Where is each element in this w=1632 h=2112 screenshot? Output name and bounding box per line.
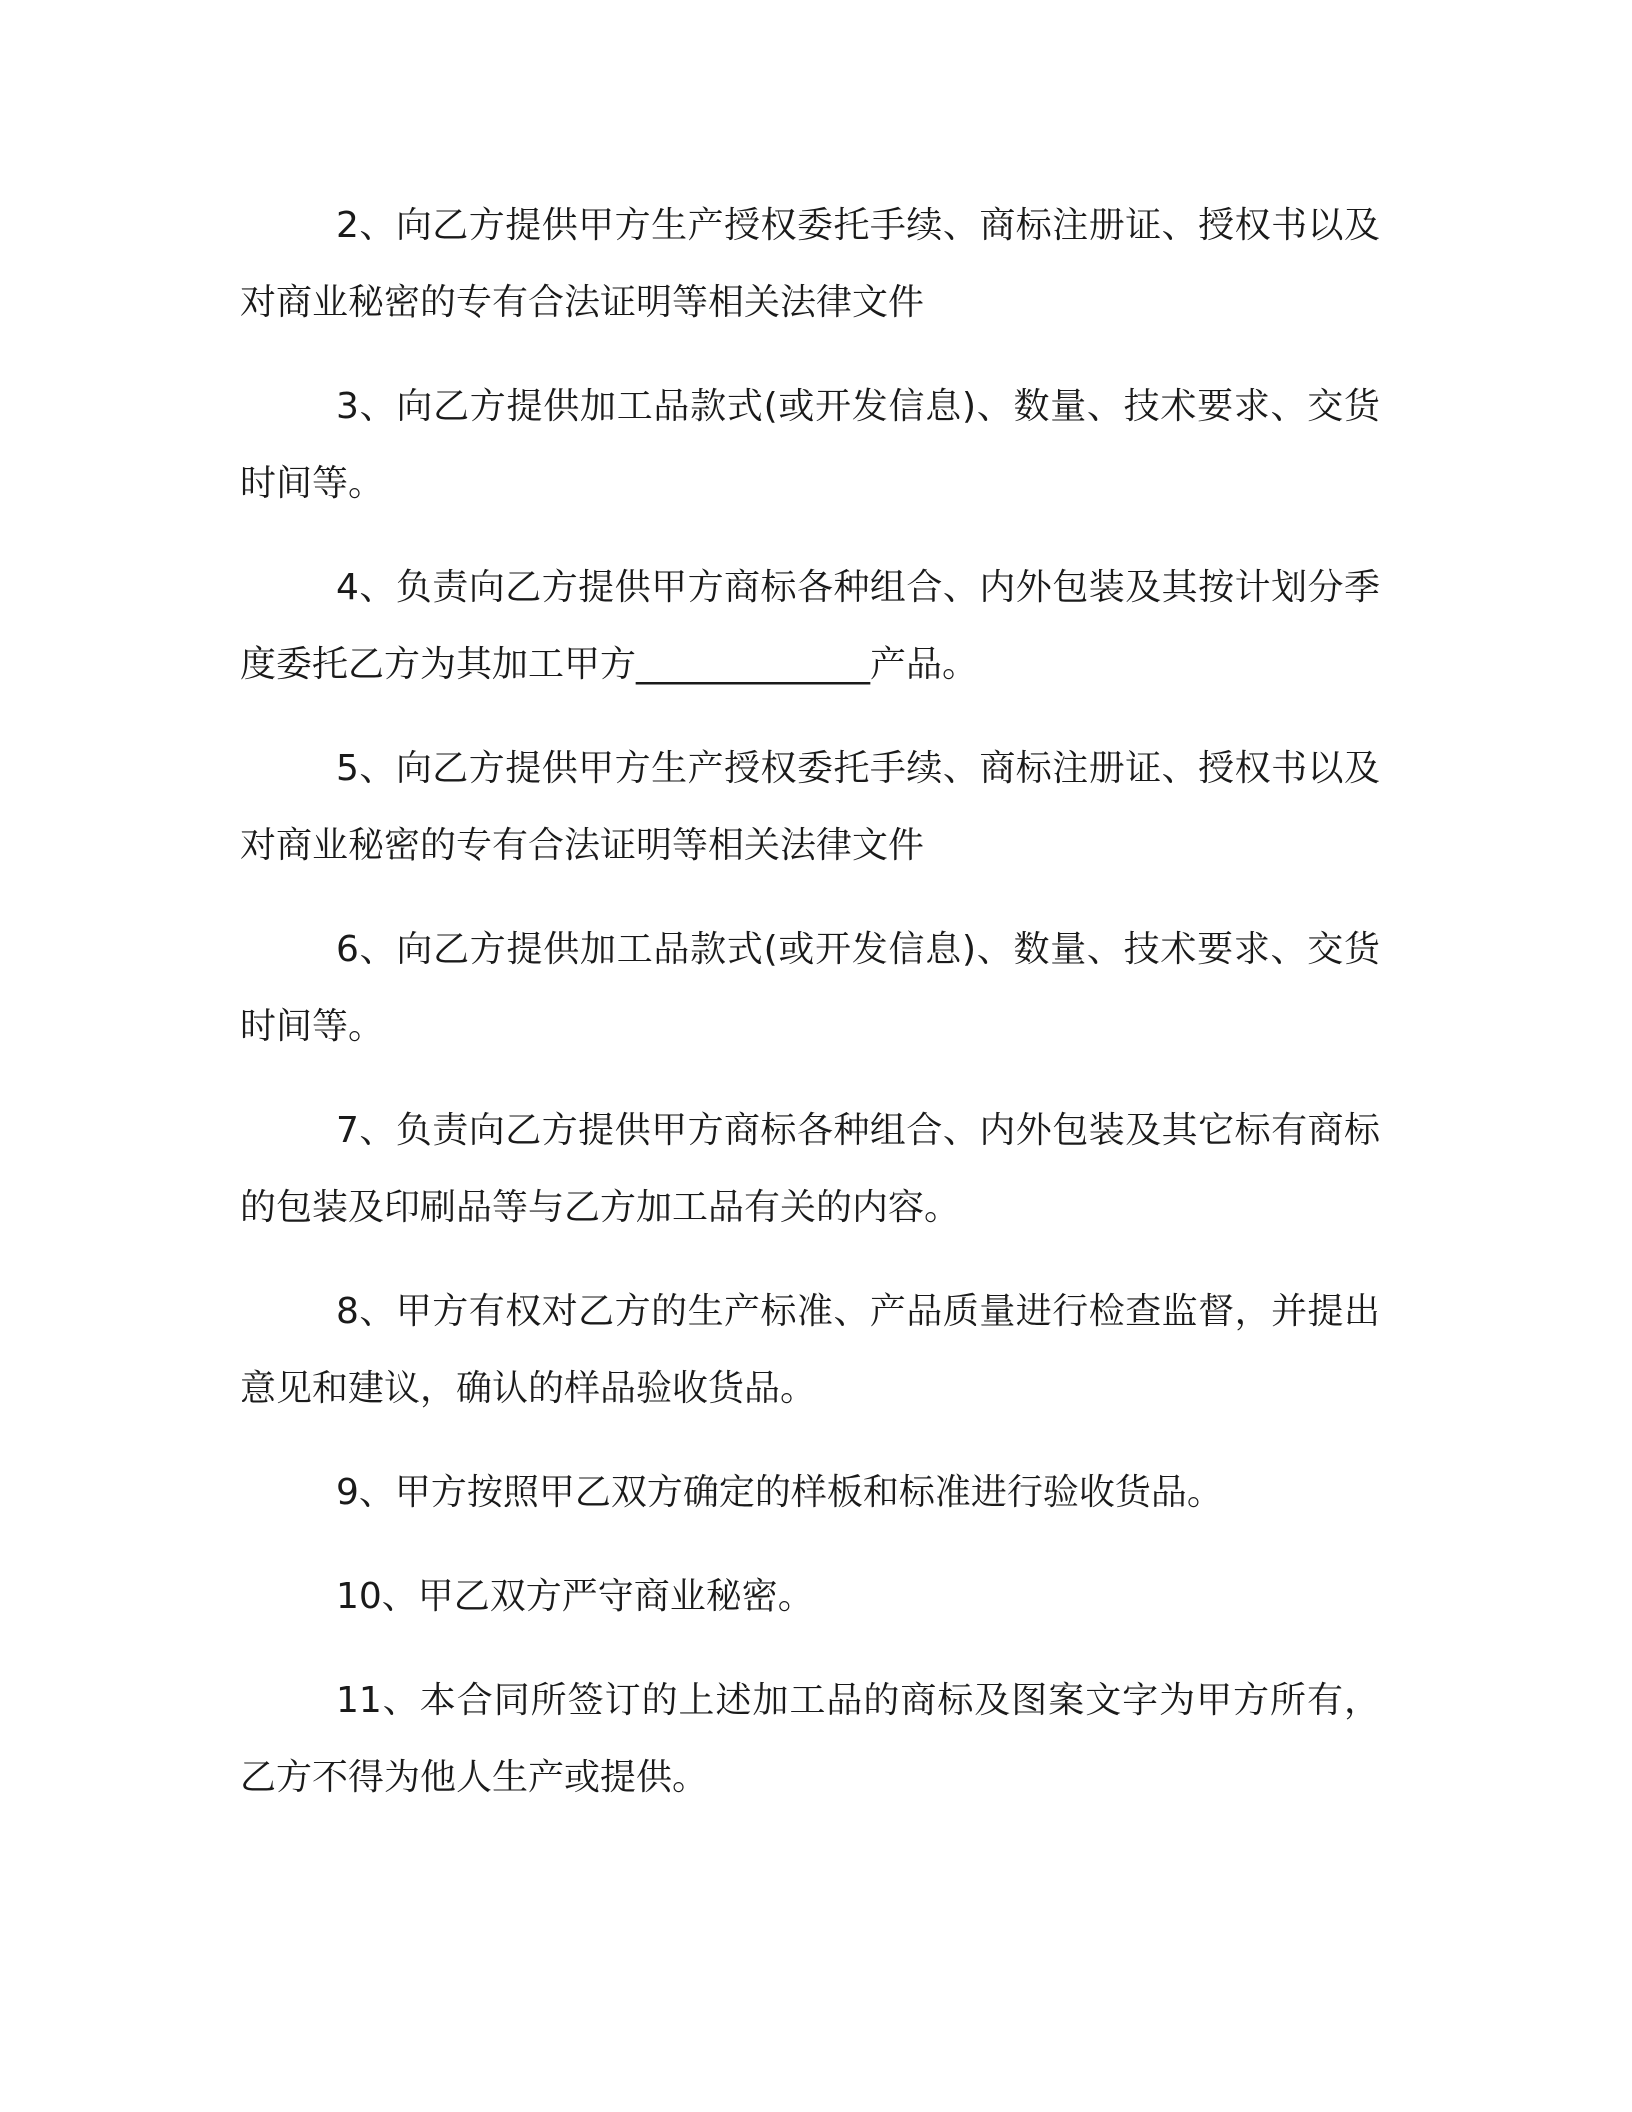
clause-8: 8、甲方有权对乙方的生产标准、产品质量进行检查监督，并提出意见和建议，确认的样品验收货品。 (240, 1291, 1380, 1409)
clause-5: 5、向乙方提供甲方生产授权委托手续、商标注册证、授权书以及对商业秘密的专有合法证明等相关法律文件 (240, 748, 1380, 866)
clause-6: 6、向乙方提供加工品款式(或开发信息)、数量、技术要求、交货时间等。 (240, 929, 1380, 1047)
clause-11: 11、本合同所签订的上述加工品的商标及图案文字为甲方所有，乙方不得为他人生产或提供。 (240, 1680, 1380, 1798)
clause-9: 9、甲方按照甲乙双方确定的样板和标准进行验收货品。 (336, 1472, 1223, 1513)
clause-10: 10、甲乙双方严守商业秘密。 (336, 1576, 814, 1617)
contract-body (240, 187, 1380, 1843)
clause-7: 7、负责向乙方提供甲方商标各种组合、内外包装及其它标有商标的包装及印刷品等与乙方加工品有关的内容。 (240, 1110, 1380, 1228)
clause-2: 2、向乙方提供甲方生产授权委托手续、商标注册证、授权书以及对商业秘密的专有合法证明等相关法律文件 (240, 205, 1380, 323)
clause-4: 4、负责向乙方提供甲方商标各种组合、内外包装及其按计划分季度委托乙方为其加工甲方_____________产品。 (240, 567, 1380, 685)
clause-3: 3、向乙方提供加工品款式(或开发信息)、数量、技术要求、交货时间等。 (240, 386, 1380, 504)
